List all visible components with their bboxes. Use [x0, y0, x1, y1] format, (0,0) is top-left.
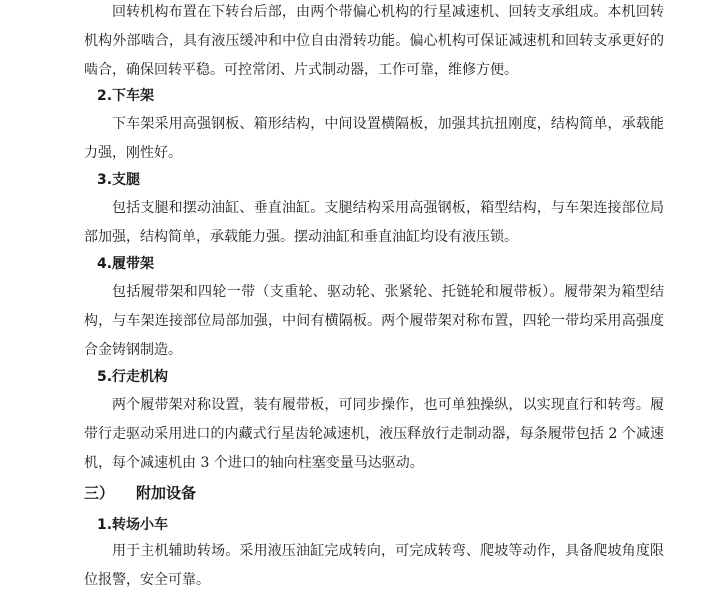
section-heading-accessories — [84, 482, 196, 504]
heading-transfer-cart: 1.转场小车 — [97, 517, 169, 533]
section-number: 三） — [84, 484, 115, 502]
heading-track-frame: 4.履带架 — [97, 256, 155, 272]
section-title: 附加设备 — [136, 484, 197, 502]
heading-lower-frame: 2.下车架 — [97, 88, 155, 104]
paragraph-lower-frame: 下车架采用高强钢板、箱形结构，中间设置横隔板，加强其抗扭刚度，结构简单，承载能力强，刚性好。 — [84, 116, 664, 161]
paragraph-slewing-mechanism: 回转机构布置在下转台后部，由两个带偏心机构的行星减速机、回转支承组成。本机回转机构外部啮合，具有液压缓冲和中位自由滑转功能。偏心机构可保证减速机和回转支承更好的啮合，确保回转平稳。可控常闭、片式制动器，工作可靠，维修方便。 — [84, 4, 664, 78]
paragraph-track-frame: 包括履带架和四轮一带（支重轮、驱动轮、张紧轮、托链轮和履带板）。履带架为箱型结构，与车架连接部位局部加强，中间有横隔板。两个履带架对称布置，四轮一带均采用高强度合金铸钢制造。 — [84, 284, 664, 358]
heading-travel-mechanism: 5.行走机构 — [97, 369, 169, 385]
heading-outriggers: 3.支腿 — [97, 172, 141, 188]
paragraph-travel-mechanism: 两个履带架对称设置，装有履带板，可同步操作，也可单独操纵，以实现直行和转弯。履带行走驱动采用进口的内藏式行星齿轮减速机，液压释放行走制动器，每条履带包括 2 个减速机，每个减速机由 3 个进口的轴向柱塞变量马达驱动。 — [84, 397, 664, 471]
paragraph-transfer-cart: 用于主机辅助转场。采用液压油缸完成转向，可完成转弯、爬坡等动作，具备爬坡角度限位报警，安全可靠。 — [84, 543, 664, 588]
paragraph-outriggers: 包括支腿和摆动油缸、垂直油缸。支腿结构采用高强钢板，箱型结构，与车架连接部位局部加强，结构简单，承载能力强。摆动油缸和垂直油缸均设有液压锁。 — [84, 200, 664, 245]
